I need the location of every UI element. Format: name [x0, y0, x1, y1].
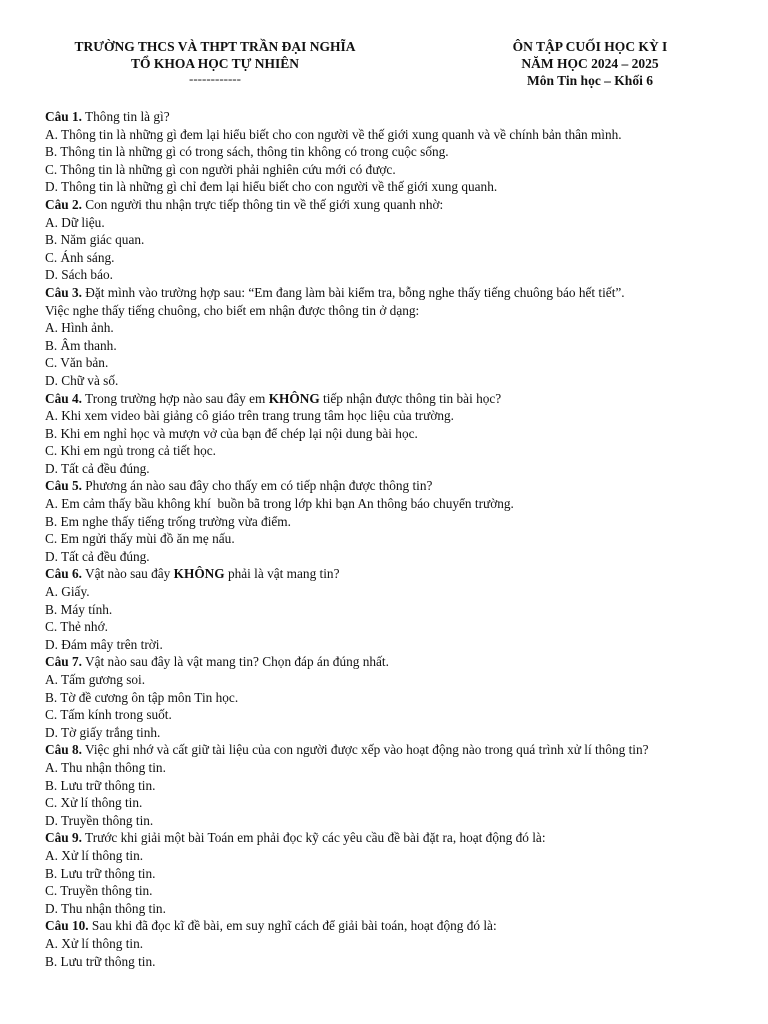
answer-option: D. Tờ giấy trắng tinh.: [45, 724, 161, 740]
answer-option: D. Sách báo.: [45, 267, 113, 283]
question-stem-line: [45, 390, 760, 408]
answer-option: B. Lưu trữ thông tin.: [45, 865, 156, 881]
answer-option: C. Khi em ngủ trong cả tiết học.: [45, 443, 216, 459]
exam-title: ÔN TẬP CUỐI HỌC KỲ I: [512, 39, 668, 54]
answer-option: A. Thu nhận thông tin.: [45, 759, 166, 775]
question-text: Việc ghi nhớ và cất giữ tài liệu của con người được xếp vào hoạt động nào trong quá trình xử lí thông tin?: [81, 742, 649, 758]
school-name: TRƯỜNG THCS VÀ THPT TRẦN ĐẠI NGHĨA: [74, 39, 356, 54]
question-text: Đặt mình vào trường hợp sau: “Em đang làm bài kiểm tra, bỗng nghe thấy tiếng chuông báo hết tiết”.: [81, 284, 625, 300]
question-text: Thông tin là gì?: [81, 109, 170, 124]
answer-option: D. Đám mây trên trời.: [45, 636, 163, 652]
question-emphasis: KHÔNG: [173, 566, 225, 582]
question-text-tail: phải là vật mang tin?: [224, 566, 340, 582]
question-stem-line: [45, 302, 760, 320]
question-label: Câu 4.: [45, 390, 82, 406]
answer-option: C. Truyền thông tin.: [45, 883, 153, 899]
school-year: NĂM HỌC 2024 – 2025: [521, 56, 659, 71]
question-label: Câu 8.: [45, 742, 82, 758]
answer-option: A. Hình ảnh.: [45, 320, 114, 336]
document-header: [0, 38, 768, 94]
answer-option: D. Tất cả đều đúng.: [45, 548, 150, 564]
answer-option: C. Em ngửi thấy mùi đồ ăn mẹ nấu.: [45, 531, 235, 547]
question-stem-line: [45, 917, 760, 935]
question-label: Câu 1.: [45, 109, 82, 124]
department-name: TỔ KHOA HỌC TỰ NHIÊN: [130, 56, 300, 71]
question-label: Câu 2.: [45, 196, 82, 212]
question-stem-line: [45, 829, 760, 847]
subject-line: Môn Tin học – Khối 6: [527, 73, 653, 88]
answer-option: A. Tấm gương soi.: [45, 672, 146, 687]
answer-option: D. Thông tin là những gì chỉ đem lại hiểu biết cho con người về thế giới xung quanh.: [45, 179, 498, 195]
question-block: [45, 917, 760, 970]
question-block: [45, 829, 760, 917]
answer-option: B. Máy tính.: [45, 601, 113, 617]
answer-option: A. Xử lí thông tin.: [45, 847, 144, 863]
question-stem-line: [45, 565, 760, 583]
question-block: [45, 196, 760, 284]
question-block: [45, 653, 760, 741]
answer-option: B. Âm thanh.: [45, 337, 117, 353]
answer-option: A. Thông tin là những gì đem lại hiểu biết cho con người về thế giới xung quanh và về chính bản thân mình.: [45, 126, 622, 142]
answer-option: D. Chữ và số.: [45, 372, 119, 388]
question-text: Con người thu nhận trực tiếp thông tin về thế giới xung quanh nhờ:: [81, 196, 444, 212]
question-block: [45, 477, 760, 565]
answer-option: D. Tất cả đều đúng.: [45, 460, 150, 476]
answer-option: A. Em cảm thấy bầu không khí buồn bã trong lớp khi bạn An thông báo chuyển trường.: [45, 496, 514, 512]
question-text: Vật nào sau đây: [81, 566, 174, 582]
question-stem-line: [45, 108, 760, 126]
answer-option: D. Thu nhận thông tin.: [45, 900, 166, 916]
answer-option: B. Em nghe thấy tiếng trống trường vừa điểm.: [45, 513, 291, 529]
answer-option: C. Ánh sáng.: [45, 249, 115, 265]
question-label: Câu 10.: [45, 918, 89, 934]
answer-option: A. Dữ liệu.: [45, 214, 105, 230]
question-text: Trong trường hợp nào sau đây em: [81, 390, 269, 406]
question-label: Câu 3.: [45, 284, 82, 300]
answer-option: A. Xử lí thông tin.: [45, 935, 144, 951]
question-text: Phương án nào sau đây cho thấy em có tiếp nhận được thông tin?: [81, 478, 433, 494]
question-block: [45, 284, 760, 390]
answer-option: B. Khi em nghỉ học và mượn vở của bạn để chép lại nội dung bài học.: [45, 425, 418, 441]
question-text: Trước khi giải một bài Toán em phải đọc kỹ các yêu cầu đề bài đặt ra, hoạt động đó là:: [81, 830, 546, 846]
question-list: [45, 108, 760, 970]
question-label: Câu 6.: [45, 566, 82, 582]
question-label: Câu 5.: [45, 478, 82, 494]
question-text: Vật nào sau đây là vật mang tin? Chọn đáp án đúng nhất.: [81, 654, 389, 670]
answer-option: B. Lưu trữ thông tin.: [45, 953, 156, 969]
answer-option: B. Năm giác quan.: [45, 232, 145, 248]
answer-option: D. Truyền thông tin.: [45, 812, 154, 828]
answer-option: B. Tờ đề cương ôn tập môn Tin học.: [45, 689, 239, 705]
header-dashes: ------------: [189, 71, 241, 86]
question-stem-line: [45, 196, 760, 214]
question-block: [45, 741, 760, 829]
answer-option: C. Thẻ nhớ.: [45, 619, 108, 635]
question-block: [45, 108, 760, 196]
question-stem-line: [45, 741, 760, 759]
question-stem-line: [45, 477, 760, 495]
question-stem-line: [45, 284, 760, 302]
question-block: [45, 390, 760, 478]
question-emphasis: KHÔNG: [268, 390, 320, 406]
question-block: [45, 565, 760, 653]
answer-option: A. Giấy.: [45, 584, 90, 600]
answer-option: A. Khi xem video bài giảng cô giáo trên trang trung tâm học liệu của trường.: [45, 408, 454, 424]
question-label: Câu 7.: [45, 654, 82, 670]
question-stem-line: [45, 653, 760, 671]
answer-option: C. Văn bản.: [45, 355, 109, 371]
answer-option: C. Thông tin là những gì con người phải nghiên cứu mới có được.: [45, 161, 396, 177]
answer-option: B. Lưu trữ thông tin.: [45, 777, 156, 793]
header-right-block: [430, 38, 750, 89]
answer-option: C. Xử lí thông tin.: [45, 795, 143, 811]
answer-option: B. Thông tin là những gì có trong sách, thông tin không có trong cuộc sống.: [45, 144, 449, 160]
question-text: Việc nghe thấy tiếng chuông, cho biết em nhận được thông tin ở dạng:: [45, 302, 420, 318]
question-text: Sau khi đã đọc kĩ đề bài, em suy nghĩ cách để giải bài toán, hoạt động đó là:: [88, 918, 497, 934]
header-left-block: [30, 38, 400, 86]
question-text-tail: tiếp nhận được thông tin bài học?: [319, 390, 502, 406]
question-label: Câu 9.: [45, 830, 82, 846]
answer-option: C. Tấm kính trong suốt.: [45, 707, 172, 723]
